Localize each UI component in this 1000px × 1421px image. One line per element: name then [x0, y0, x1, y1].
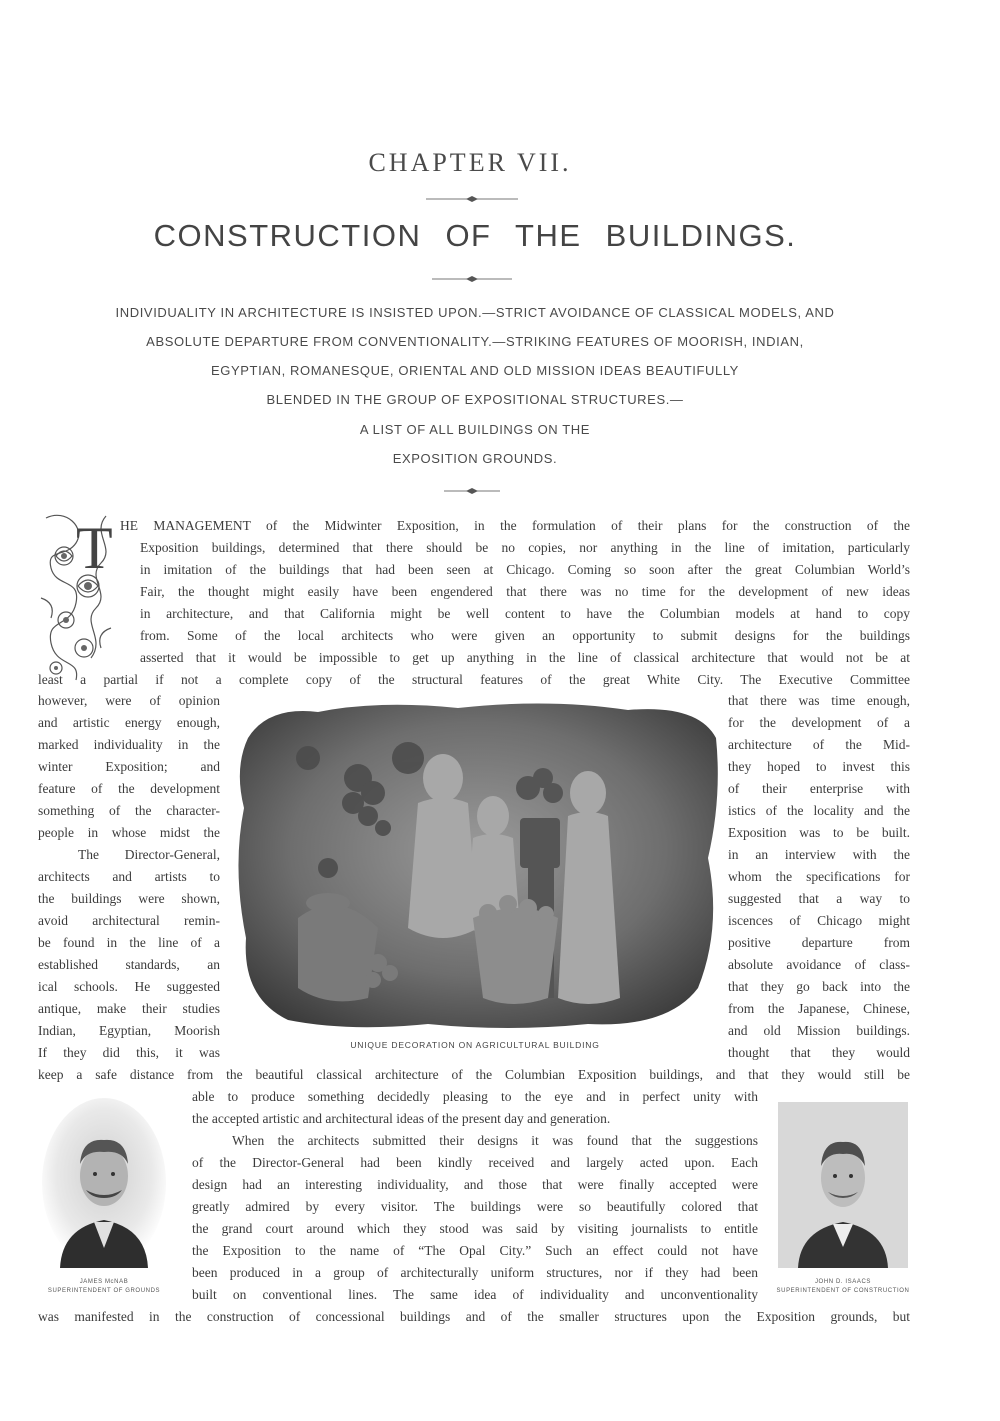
right-column-line: architecture of the Mid-: [728, 737, 910, 752]
drop-cap-ornament: [36, 508, 128, 684]
image-caption: UNIQUE DECORATION ON AGRICULTURAL BUILDING: [350, 1040, 600, 1050]
right-column-line: of their enterprise with: [728, 781, 910, 796]
paragraph-line: was manifested in the construction of concessional buildings and of the smaller structures upon the Exposition grounds, but: [38, 1309, 910, 1324]
left-column-line: people in whose midst the: [38, 825, 220, 840]
left-column-line: ical schools. He suggested: [38, 979, 220, 994]
portrait-name: JAMES McNAB: [79, 1279, 129, 1285]
left-column-line: however, were of opinion: [38, 693, 220, 708]
left-column-line: architects and artists to: [38, 869, 220, 884]
left-column-line: and artistic energy enough,: [38, 715, 220, 730]
portrait-john-isaacs: [778, 1102, 908, 1268]
portrait-role: SUPERINTENDENT OF CONSTRUCTION: [776, 1288, 910, 1294]
right-column-line: Exposition was to be built.: [728, 825, 910, 840]
left-column-line: the buildings were shown,: [38, 891, 220, 906]
portrait-name: JOHN D. ISAACS: [814, 1279, 872, 1285]
paragraph-line: the accepted artistic and architectural ideas of the present day and generation.: [192, 1111, 611, 1126]
paragraph-line: asserted that it would be impossible to get up anything in the line of classical architecture that would not be at: [140, 650, 910, 665]
right-column-line: thought that they would: [728, 1045, 910, 1060]
paragraph-line: in imitation of the buildings that had been seen at Chicago. Coming so soon after the great Columbian World’s: [140, 562, 910, 577]
right-column-line: istics of the locality and the: [728, 803, 910, 818]
paragraph-line: in architecture, and that California might be well content to have the Columbian models at hand to copy: [140, 606, 910, 621]
paragraph-line: built on conventional lines. The same idea of individuality and unconventionality: [192, 1287, 758, 1302]
left-column-line: marked individuality in the: [38, 737, 220, 752]
right-column-line: whom the specifications for: [728, 869, 910, 884]
subtitle-line: EGYPTIAN, ROMANESQUE, ORIENTAL AND OLD MISSION IDEAS BEAUTIFULLY: [211, 363, 739, 378]
right-column-line: that they go back into the: [728, 979, 910, 994]
paragraph-line: of the Director-General had been kindly received and largely acted upon. Each: [192, 1155, 758, 1170]
left-column-line: something of the character-: [38, 803, 220, 818]
ornament-divider: [432, 276, 512, 282]
paragraph-line: the Exposition to the name of “The Opal City.” Such an effect could not have: [192, 1243, 758, 1258]
paragraph-line: from. Some of the local architects who were given an opportunity to submit designs for the buildings: [140, 628, 910, 643]
paragraph-line: greatly admired by every visitor. The buildings were so beautifully colored that: [192, 1199, 758, 1214]
paragraph-line: keep a safe distance from the beautiful classical architecture of the Columbian Exposition buildings, and that they would still be: [38, 1067, 910, 1082]
right-column-line: positive departure from: [728, 935, 910, 950]
right-column-line: absolute avoidance of class-: [728, 957, 910, 972]
left-column-line: The Director-General,: [78, 847, 220, 862]
left-column-line: antique, make their studies: [38, 1001, 220, 1016]
left-column-line: feature of the development: [38, 781, 220, 796]
left-column-line: avoid architectural remin-: [38, 913, 220, 928]
right-column-line: suggested that a way to: [728, 891, 910, 906]
paragraph-line: been produced in a group of architecturally uniform structures, nor if they had been: [192, 1265, 758, 1280]
right-column-line: iscences of Chicago might: [728, 913, 910, 928]
right-column-line: for the development of a: [728, 715, 910, 730]
paragraph-line: Exposition buildings, determined that there should be no copies, nor anything in the line of imitation, particularly: [140, 540, 910, 555]
left-column-line: be found in the line of a: [38, 935, 220, 950]
subtitle-line: EXPOSITION GROUNDS.: [392, 451, 558, 466]
right-column-line: from the Japanese, Chinese,: [728, 1001, 910, 1016]
paragraph-line: Fair, the thought might easily have been engendered that there was no time for the development of new ideas: [140, 584, 910, 599]
paragraph-line: least a partial if not a complete copy of the structural features of the great White City. The Executive Committee: [38, 672, 910, 687]
paragraph-line: When the architects submitted their designs it was found that the suggestions: [232, 1133, 758, 1148]
subtitle-line: A LIST OF ALL BUILDINGS ON THE: [359, 422, 591, 437]
right-column-line: and old Mission buildings.: [728, 1023, 910, 1038]
left-column-line: If they did this, it was: [38, 1045, 220, 1060]
chapter-heading: CHAPTER VII.: [368, 148, 572, 177]
ornament-divider: [444, 488, 500, 494]
right-column-line: in an interview with the: [728, 847, 910, 862]
subtitle-line: ABSOLUTE DEPARTURE FROM CONVENTIONALITY.—STRIKING FEATURES OF MOORISH, INDIAN,: [146, 334, 804, 349]
drop-cap-letter: T: [76, 515, 113, 581]
ornament-divider: [426, 196, 518, 202]
right-column-line: they hoped to invest this: [728, 759, 910, 774]
left-column-line: Indian, Egyptian, Moorish: [38, 1023, 220, 1038]
paragraph-line: HE MANAGEMENT of the Midwinter Exposition, in the formulation of their plans for the construction of the: [120, 518, 910, 533]
agricultural-decoration-image: [228, 698, 722, 1034]
subtitle-line: INDIVIDUALITY IN ARCHITECTURE IS INSISTED UPON.—STRICT AVOIDANCE OF CLASSICAL MODELS, AND: [115, 305, 835, 320]
right-column-line: that there was time enough,: [728, 693, 910, 708]
chapter-title: CONSTRUCTION OF THE BUILDINGS.: [153, 218, 797, 253]
left-column-line: winter Exposition; and: [38, 759, 220, 774]
paragraph-line: the grand court around which they stood was said by visiting journalists to entitle: [192, 1221, 758, 1236]
portrait-role: SUPERINTENDENT OF GROUNDS: [47, 1288, 161, 1294]
portrait-james-mcnab: [42, 1098, 166, 1268]
left-column-line: established standards, an: [38, 957, 220, 972]
paragraph-line: design had an interesting individuality, and those that were finally accepted were: [192, 1177, 758, 1192]
paragraph-line: able to produce something decidedly pleasing to the eye and in perfect unity with: [192, 1089, 758, 1104]
subtitle-line: BLENDED IN THE GROUP OF EXPOSITIONAL STRUCTURES.—: [266, 392, 684, 407]
